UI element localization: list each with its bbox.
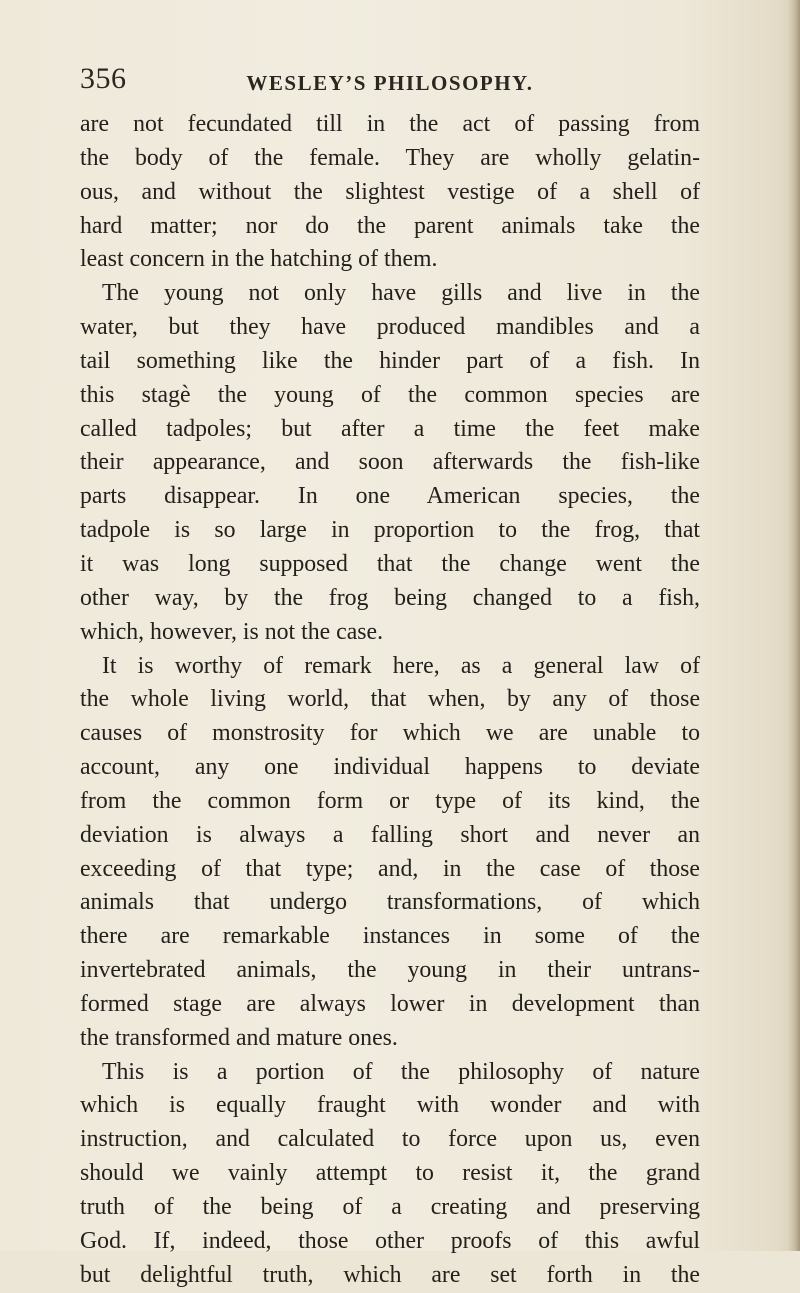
text-line: tadpole is so large in proportion to the frog, that xyxy=(80,517,700,544)
text-line: other way, by the frog being changed to a fish, xyxy=(80,584,700,611)
text-line: are not fecundated till in the act of passing from xyxy=(80,111,700,137)
text-line: account, any one individual happens to deviate xyxy=(80,754,700,781)
text-line: water, but they have produced mandibles and a xyxy=(80,314,700,341)
text-line: parts disappear. In one American species, the xyxy=(80,483,700,510)
text-line: called tadpoles; but after a time the feet make xyxy=(80,415,700,442)
text-line: but delightful truth, which are set forth in the xyxy=(80,1261,700,1288)
text-line: causes of monstrosity for which we are unable to xyxy=(80,720,700,747)
text-line: hard matter; nor do the parent animals take the xyxy=(80,212,700,239)
text-line: It is worthy of remark here, as a general law of xyxy=(102,652,700,679)
text-line: their appearance, and soon afterwards the fish-like xyxy=(80,449,700,476)
text-line: from the common form or type of its kind, the xyxy=(80,787,700,814)
text-line: least concern in the hatching of them. xyxy=(80,246,438,273)
text-line: it was long supposed that the change went the xyxy=(80,550,700,577)
text-line: the transformed and mature ones. xyxy=(80,1024,398,1051)
text-line: formed stage are always lower in development than xyxy=(80,990,700,1017)
body-text xyxy=(80,108,700,1293)
text-line: God. If, indeed, those other proofs of this awful xyxy=(80,1227,700,1254)
text-line: should we vainly attempt to resist it, the grand xyxy=(80,1160,700,1187)
running-head: WESLEY’S PHILOSOPHY. xyxy=(246,71,534,95)
text-line: the whole living world, that when, by any of those xyxy=(80,686,700,713)
page-edge-shadow xyxy=(788,0,800,1251)
text-line: exceeding of that type; and, in the case of those xyxy=(80,855,700,882)
text-line: which, however, is not the case. xyxy=(80,618,384,645)
text-line: there are remarkable instances in some of the xyxy=(80,923,700,950)
text-line: the body of the female. They are wholly gelatin- xyxy=(80,144,700,171)
text-line: instruction, and calculated to force upon us, even xyxy=(80,1126,700,1153)
text-line: this stagè the young of the common species are xyxy=(80,381,700,408)
text-line: The young not only have gills and live in the xyxy=(102,280,700,307)
text-line: deviation is always a falling short and never an xyxy=(80,821,700,848)
text-line: tail something like the hinder part of a fish. In xyxy=(80,347,700,374)
text-line: This is a portion of the philosophy of nature xyxy=(102,1058,700,1085)
page-header xyxy=(80,62,700,102)
text-line: invertebrated animals, the young in their untrans- xyxy=(80,957,700,984)
text-line: ous, and without the slightest vestige of a shell of xyxy=(80,178,700,205)
text-line: truth of the being of a creating and preserving xyxy=(80,1194,700,1220)
text-line: which is equally fraught with wonder and with xyxy=(80,1092,700,1119)
text-line: animals that undergo transformations, of which xyxy=(80,889,700,916)
page-number: 356 xyxy=(80,62,127,95)
